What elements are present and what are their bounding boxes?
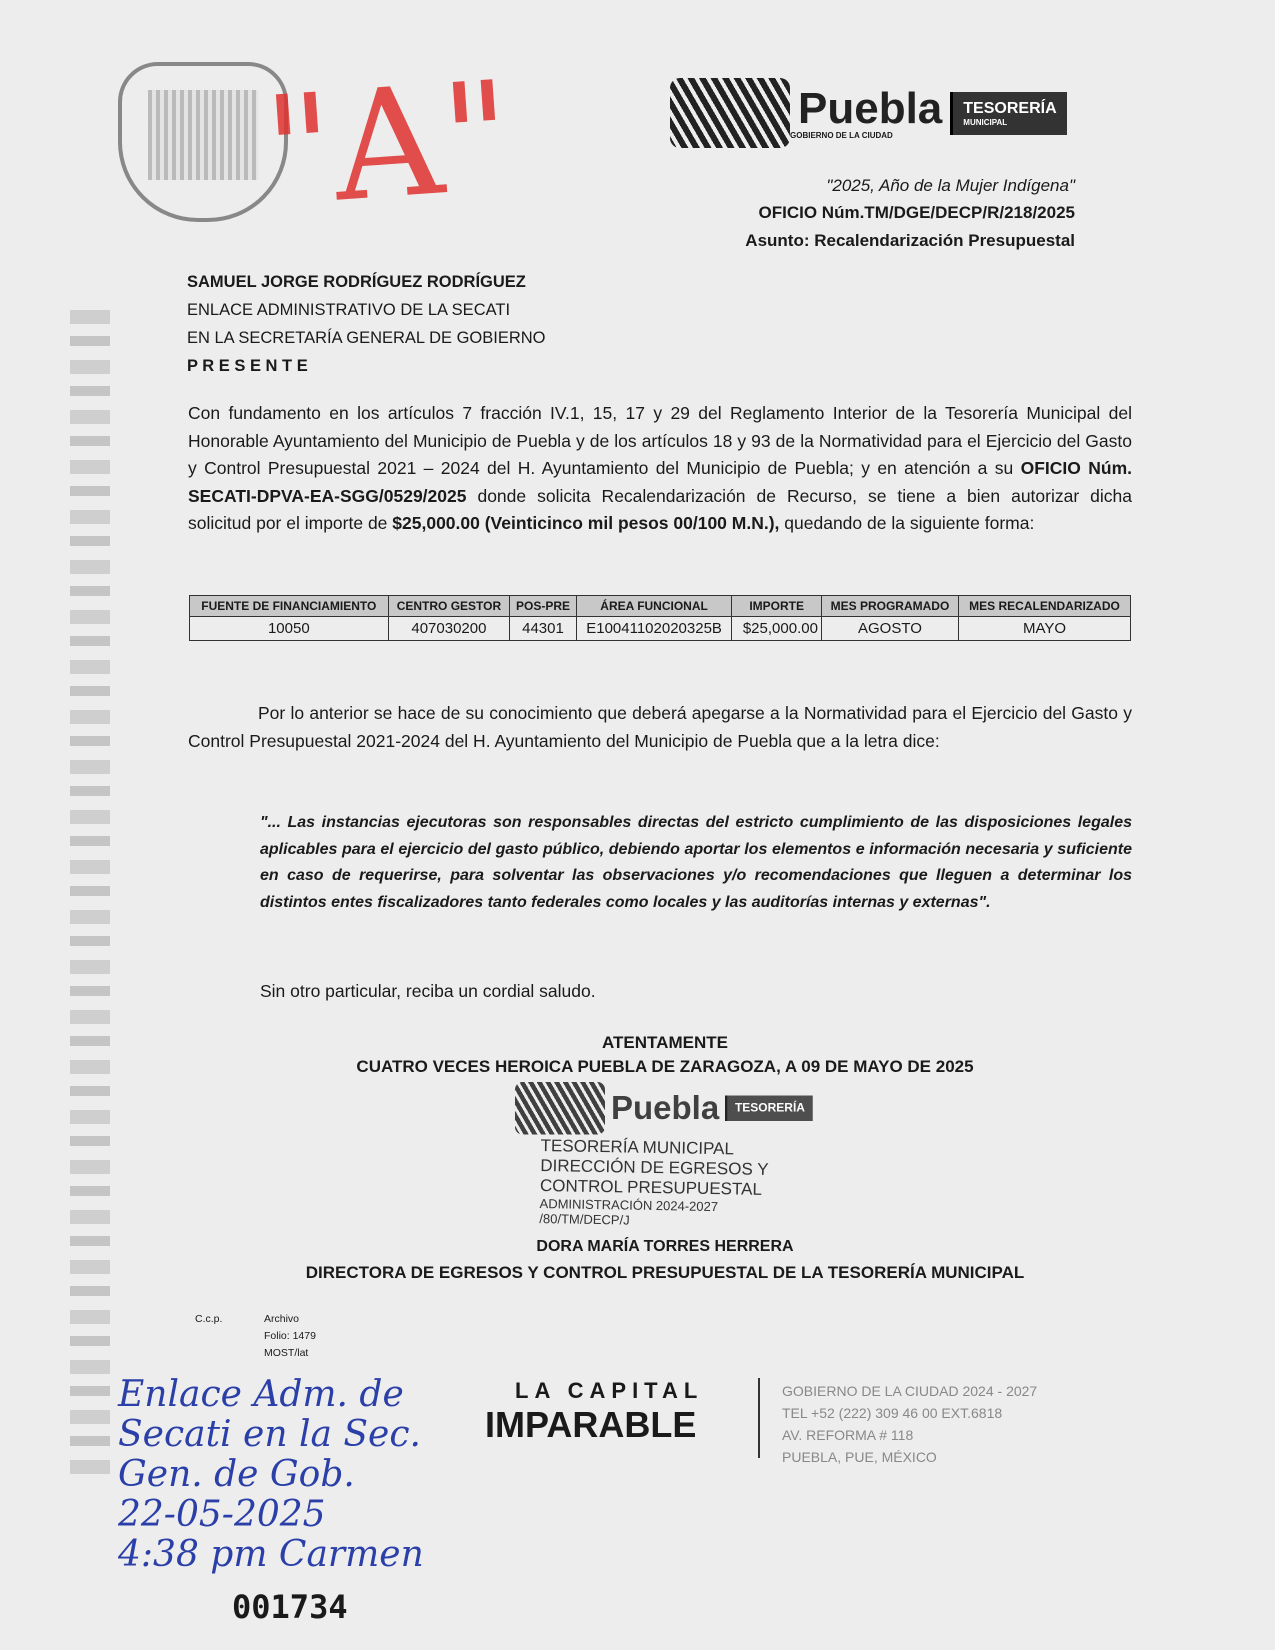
logo-sub: GOBIERNO DE LA CIUDAD: [790, 130, 893, 140]
hand-line: 22-05-2025: [118, 1494, 326, 1535]
p1-amount: $25,000.00 (Veinticinco mil pesos 00/100 M.N.),: [392, 513, 780, 533]
puebla-emblem-icon: [670, 78, 790, 148]
atentamente: ATENTAMENTE: [602, 1033, 728, 1052]
hand-line: 4:38 pm Carmen: [118, 1534, 424, 1575]
table-row: [190, 617, 1131, 641]
ccp-list: [264, 1311, 316, 1362]
info-line: GOBIERNO DE LA CIUDAD 2024 - 2027: [782, 1383, 1038, 1399]
info-line: AV. REFORMA # 118: [782, 1427, 914, 1443]
place-date: CUATRO VECES HEROICA PUEBLA DE ZARAGOZA, A 09 DE MAYO DE 2025: [356, 1057, 974, 1076]
capital-bottom: IMPARABLE: [485, 1404, 697, 1445]
recipient-block: [187, 268, 546, 380]
stamp-line: CONTROL PRESUPUESTAL: [539, 1176, 763, 1199]
ccp-line: Archivo: [264, 1313, 300, 1325]
stamp-line: DIRECCIÓN DE EGRESOS Y: [540, 1156, 769, 1179]
th-mes-recal: MES RECALENDARIZADO: [958, 596, 1130, 617]
p1-text-2: donde solicita Recalendarización de Recurso, se tiene a bien autorizar dicha solicitud por el importe de: [188, 485, 1132, 533]
handwritten-a-mark: "A": [259, 49, 518, 241]
handwritten-receipt-note: [118, 1375, 424, 1575]
official-stamp: [539, 1136, 769, 1230]
signer-name: DORA MARÍA TORRES HERRERA: [536, 1238, 794, 1255]
stamp-logo-tes: TESORERÍA: [725, 1096, 812, 1122]
info-line: PUEBLA, PUE, MÉXICO: [782, 1449, 937, 1465]
decorative-border: [70, 310, 110, 1480]
stamp-line: ADMINISTRACIÓN 2024-2027: [539, 1196, 719, 1215]
asunto: Asunto: Recalendarización Presupuestal: [745, 231, 1075, 250]
paragraph-2: Por lo anterior se hace de su conocimiento que deberá apegarse a la Normatividad para el Ejercicio del Gasto y Control Presupuestal 2021-2024 del H. Ayuntamiento del Municipio de Puebla que a la letra dice:: [188, 703, 1132, 751]
ccp-line: Folio: 1479: [264, 1330, 316, 1342]
recipient-title: ENLACE ADMINISTRATIVO DE LA SECATI: [187, 301, 511, 319]
contact-info: [782, 1380, 1037, 1468]
stamp-logo-name: Puebla: [611, 1089, 720, 1127]
cell: E10041102020325B: [576, 617, 732, 641]
info-line: TEL +52 (222) 309 46 00 EXT.6818: [782, 1405, 1003, 1421]
th-centro: CENTRO GESTOR: [388, 596, 510, 617]
th-area: ÁREA FUNCIONAL: [576, 596, 732, 617]
closing: Sin otro particular, reciba un cordial saludo.: [260, 981, 596, 1001]
table-header-row: [190, 596, 1131, 617]
motto: "2025, Año de la Mujer Indígena": [826, 176, 1075, 195]
oficio-number: OFICIO Núm.TM/DGE/DECP/R/218/2025: [758, 203, 1075, 222]
la-capital-imparable-logo: [485, 1378, 703, 1446]
capital-top: LA CAPITAL: [515, 1378, 704, 1403]
quote: "... Las instancias ejecutoras son responsables directas del estricto cumplimiento de las disposiciones legales aplicables para el ejercicio del gasto público, debiendo aportar los elementos e información necesaria y suficiente en caso de requerirse, para solventar las observaciones y/o recomendaciones que lleguen a determinar los distintos entes fiscalizadores tanto federales como locales y las auditorías internas y externas".: [260, 814, 1132, 911]
th-pospre: POS-PRE: [510, 596, 577, 617]
th-mes-prog: MES PROGRAMADO: [821, 596, 958, 617]
th-fuente: FUENTE DE FINANCIAMIENTO: [190, 596, 389, 617]
cell: AGOSTO: [821, 617, 958, 641]
th-importe: IMPORTE: [732, 596, 822, 617]
hand-line: Gen. de Gob.: [118, 1454, 355, 1495]
logo-mun: MUNICIPAL: [963, 117, 1008, 127]
paragraph-1: [188, 400, 1132, 538]
signer-title: DIRECTORA DE EGRESOS Y CONTROL PRESUPUESTAL DE LA TESORERÍA MUNICIPAL: [305, 1263, 1025, 1282]
stamp-line: /80/TM/DECP/J: [539, 1211, 630, 1228]
budget-table: [189, 595, 1131, 641]
logo-name: Puebla: [798, 83, 943, 133]
ccp-line: MOST/lat: [264, 1347, 309, 1359]
hand-line: Enlace Adm. de: [118, 1374, 404, 1415]
cell: 10050: [190, 617, 389, 641]
recipient-dept: EN LA SECRETARÍA GENERAL DE GOBIERNO: [187, 329, 546, 347]
p1-text-3: quedando de la siguiente forma:: [779, 513, 1035, 533]
puebla-tesoreria-logo: [670, 78, 1100, 148]
p1-oficio: OFICIO Núm. SECATI-DPVA-EA-SGG/0529/2025: [188, 458, 1132, 506]
hand-line: Secati en la Sec.: [118, 1414, 421, 1455]
cell: 44301: [510, 617, 577, 641]
serial-number: 001734: [232, 1588, 348, 1626]
cell: 407030200: [388, 617, 510, 641]
cell: $25,000.00: [732, 617, 822, 641]
recipient-name: SAMUEL JORGE RODRÍGUEZ RODRÍGUEZ: [187, 273, 526, 291]
p1-text: Con fundamento en los artículos 7 fracción IV.1, 15, 17 y 29 del Reglamento Interior de la Tesorería Municipal del Honorable Ayuntamiento del Municipio de Puebla y de los artículos 18 y 93 de la Normatividad para el Ejercicio del Gasto y Control Presupuestal 2021 – 2024 del H. Ayuntamiento del Municipio de Puebla; y en atención a su: [188, 403, 1132, 478]
ccp-label: C.c.p.: [195, 1313, 223, 1325]
stamp-line: TESORERÍA MUNICIPAL: [540, 1136, 735, 1159]
stamp-logo: [515, 1082, 838, 1135]
logo-tes: TESORERÍA: [963, 99, 1057, 117]
cell: MAYO: [958, 617, 1130, 641]
divider: [758, 1378, 760, 1458]
presente: P R E S E N T E: [187, 357, 308, 375]
